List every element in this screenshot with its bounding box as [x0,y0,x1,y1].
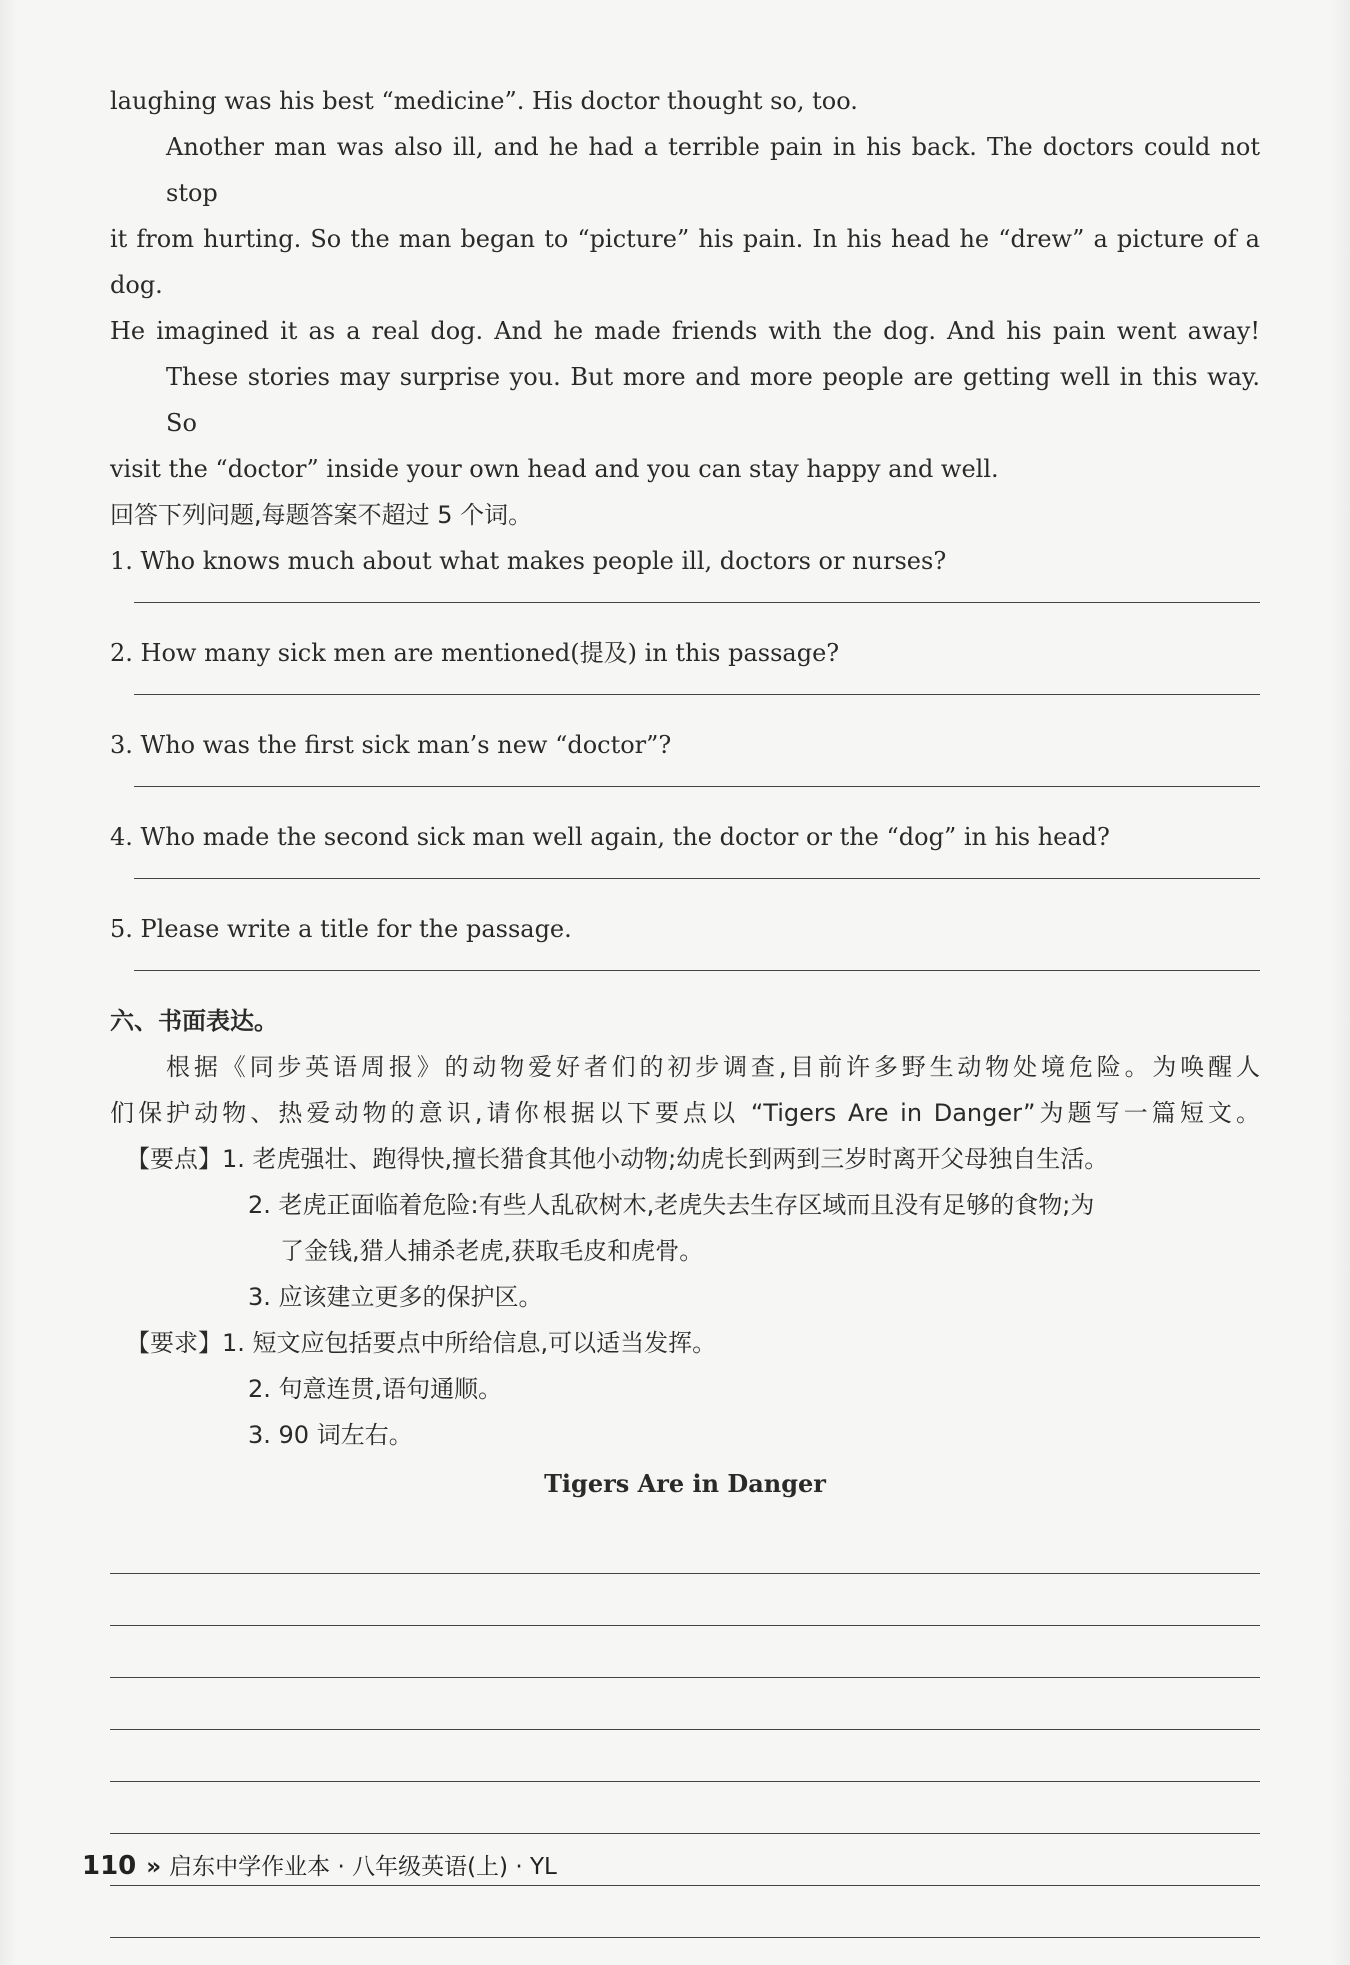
requirements-tag: 【要求】 [126,1329,222,1357]
passage-line: it from hurting. So the man began to “picture” his pain. In his head he “drew” a picture of a dog. [110,225,1260,299]
passage-line: Another man was also ill, and he had a terrible pain in his back. The doctors could not stop [166,133,1260,207]
answer-line[interactable] [134,786,1260,787]
section-title: 六、书面表达。 [110,1007,278,1035]
writing-intro: 们保护动物、热爱动物的意识,请你根据以下要点以 “Tigers Are in Danger”为题写一篇短文。 [110,1099,1260,1127]
requirement-text: 1. 短文应包括要点中所给信息,可以适当发挥。 [222,1329,717,1357]
requirement-2: 2. 句意连贯,语句通顺。 [248,1375,503,1403]
key-point-text: 1. 老虎强壮、跑得快,擅长猎食其他小动物;幼虎长到两到三岁时离开父母独自生活。 [222,1145,1109,1173]
passage-line: laughing was his best “medicine”. His doctor thought so, too. [110,87,858,115]
passage-line: visit the “doctor” inside your own head and you can stay happy and well. [110,455,999,483]
writing-line[interactable] [110,1574,1260,1626]
key-point-1 [110,1136,1260,1182]
answer-line[interactable] [134,878,1260,879]
answer-line[interactable] [134,694,1260,695]
question-text: 5. Please write a title for the passage. [110,915,572,943]
writing-intro: 根据《同步英语周报》的动物爱好者们的初步调查,目前许多野生动物处境危险。为唤醒人 [166,1053,1260,1081]
key-points-tag: 【要点】 [126,1145,222,1173]
essay-title: Tigers Are in Danger [544,1469,826,1498]
writing-line[interactable] [110,1886,1260,1938]
question-2 [110,630,1260,722]
writing-line[interactable] [110,1782,1260,1834]
chevron-icon: » [146,1854,162,1880]
question-3 [110,722,1260,814]
writing-line[interactable] [110,1522,1260,1574]
writing-line[interactable] [110,1626,1260,1678]
book-title: 启东中学作业本 · 八年级英语(上) · YL [169,1854,557,1880]
question-1 [110,538,1260,630]
requirement-1 [110,1320,1260,1366]
passage-line: These stories may surprise you. But more and more people are getting well in this way. So [166,363,1260,437]
answer-line[interactable] [134,602,1260,603]
writing-line[interactable] [110,1678,1260,1730]
writing-line[interactable] [110,1730,1260,1782]
requirement-3: 3. 90 词左右。 [248,1421,413,1449]
key-point-3: 3. 应该建立更多的保护区。 [248,1283,543,1311]
page-number: 110 [82,1851,137,1881]
question-text: 4. Who made the second sick man well again, the doctor or the “dog” in his head? [110,823,1110,851]
question-text: 1. Who knows much about what makes people ill, doctors or nurses? [110,547,947,575]
key-point-2: 2. 老虎正面临着危险:有些人乱砍树木,老虎失去生存区域而且没有足够的食物;为 [248,1191,1095,1219]
passage-line: He imagined it as a real dog. And he made friends with the dog. And his pain went away! [110,317,1260,345]
question-4 [110,814,1260,906]
key-point-2-continued: 了金钱,猎人捕杀老虎,获取毛皮和虎骨。 [280,1237,704,1265]
page-footer [82,1848,557,1881]
question-instruction: 回答下列问题,每题答案不超过 5 个词。 [110,501,533,529]
page-content [110,78,1260,1938]
question-text: 3. Who was the first sick man’s new “doctor”? [110,731,672,759]
answer-line[interactable] [134,970,1260,971]
question-5 [110,906,1260,998]
question-text: 2. How many sick men are mentioned(提及) in this passage? [110,639,840,667]
